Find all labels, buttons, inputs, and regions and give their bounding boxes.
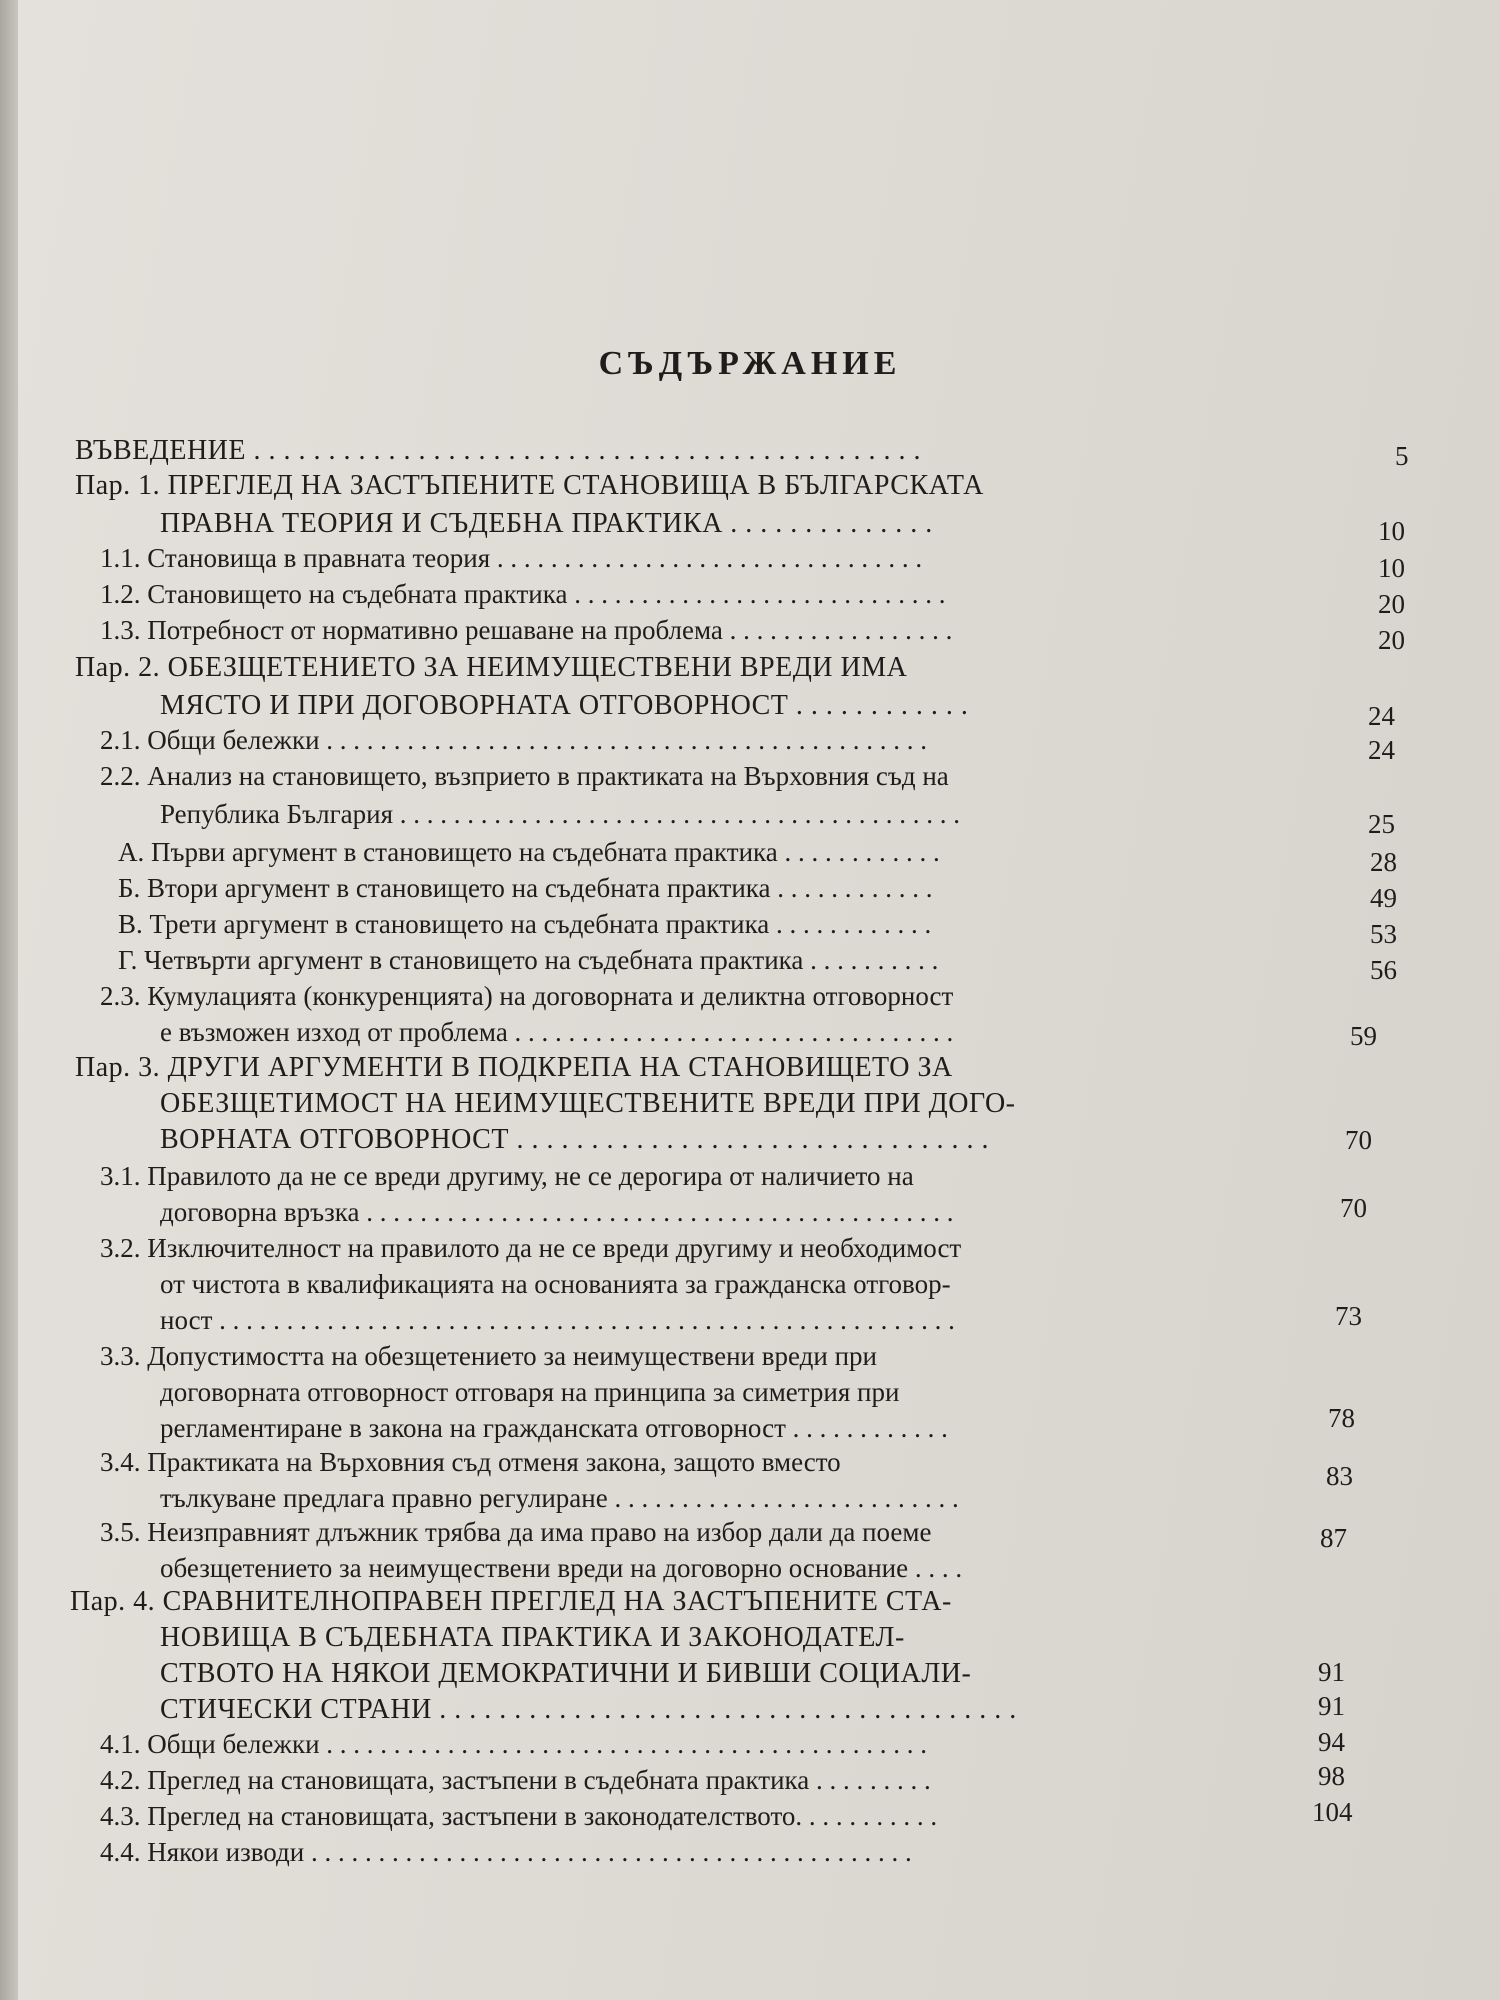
toc-entry-line: 3.5. Неизправният длъжник трябва да има право на избор дали да поеме: [100, 1517, 932, 1547]
toc-entry-line: Пар. 1. ПРЕГЛЕД НА ЗАСТЪПЕНИТЕ СТАНОВИЩА В БЪЛГАРСКАТА: [75, 470, 984, 501]
toc-entry-line: тълкуване предлага правно регулиране . . . . . . . . . . . . . . . . . . . . . . . . . .: [160, 1483, 959, 1513]
page-title: СЪДЪРЖАНИЕ: [598, 345, 902, 382]
toc-entry-line: обезщетението за неимуществени вреди на договорно основание . . . .: [160, 1553, 963, 1583]
toc-page-number: 24: [1368, 735, 1395, 765]
toc-entry-line: 3.4. Практиката на Върховния съд отменя закона, защото вместо: [100, 1447, 841, 1477]
toc-entry-line: 3.1. Правилото да не се вреди другиму, не се дерогира от наличието на: [100, 1161, 914, 1191]
toc-page-number: 98: [1318, 1761, 1345, 1791]
toc-page-number: 10: [1378, 553, 1405, 583]
toc-page-number: 20: [1378, 589, 1405, 619]
toc-page-number: 56: [1370, 955, 1397, 985]
toc-entry-line: Пар. 4. СРАВНИТЕЛНОПРАВЕН ПРЕГЛЕД НА ЗАСТЪПЕНИТЕ СТА-: [70, 1586, 952, 1617]
toc-entry-line: 2.1. Общи бележки . . . . . . . . . . . . . . . . . . . . . . . . . . . . . . . . . . . . . . . . . . . . .: [100, 725, 928, 755]
toc-page-number: 70: [1345, 1125, 1372, 1155]
toc-entry-line: 4.2. Преглед на становищата, застъпени в съдебната практика . . . . . . . . .: [100, 1765, 931, 1795]
toc-entry-line: 4.1. Общи бележки . . . . . . . . . . . . . . . . . . . . . . . . . . . . . . . . . . . . . . . . . . . . .: [100, 1729, 928, 1759]
toc-entry-line: регламентиране в закона на гражданската отговорност . . . . . . . . . . . .: [160, 1413, 948, 1443]
toc-page-number: 5: [1395, 441, 1409, 471]
toc-page-number: 73: [1335, 1301, 1362, 1331]
toc-page-number: 83: [1326, 1461, 1353, 1491]
toc-entry-line: 3.2. Изключителност на правилото да не се вреди другиму и необходимост: [100, 1233, 962, 1263]
toc-entry-line: ОБЕЗЩЕТИМОСТ НА НЕИМУЩЕСТВЕНИТЕ ВРЕДИ ПРИ ДОГО-: [160, 1088, 1016, 1119]
toc-entry-line: ПРАВНА ТЕОРИЯ И СЪДЕБНА ПРАКТИКА . . . . . . . . . . . . . .: [160, 508, 933, 539]
toc-entry-line: ВОРНАТА ОТГОВОРНОСТ . . . . . . . . . . . . . . . . . . . . . . . . . . . . . . . .: [160, 1124, 989, 1155]
toc-entry-line: ност . . . . . . . . . . . . . . . . . . . . . . . . . . . . . . . . . . . . . . . . . . . . . . . . . . . . . . .: [160, 1305, 955, 1335]
toc-entry-line: Пар. 3. ДРУГИ АРГУМЕНТИ В ПОДКРЕПА НА СТАНОВИЩЕТО ЗА: [75, 1052, 953, 1083]
toc-entry-line: Република България . . . . . . . . . . . . . . . . . . . . . . . . . . . . . . . . . . . . . . . . . .: [160, 799, 961, 829]
toc-entry-line: от чистота в квалификацията на основанията за гражданска отговор-: [160, 1269, 951, 1299]
toc-entry-line: МЯСТО И ПРИ ДОГОВОРНАТА ОТГОВОРНОСТ . . . . . . . . . . . .: [160, 690, 969, 721]
toc-entry-line: НОВИЩА В СЪДЕБНАТА ПРАКТИКА И ЗАКОНОДАТЕЛ-: [160, 1622, 905, 1653]
toc-page-number: 53: [1370, 919, 1397, 949]
toc-page-number: 91: [1318, 1691, 1345, 1721]
toc-entry-line: 4.4. Някои изводи . . . . . . . . . . . . . . . . . . . . . . . . . . . . . . . . . . . . . . . . . . . . .: [100, 1837, 912, 1867]
toc-page-number: 87: [1320, 1523, 1347, 1553]
toc-page-number: 70: [1340, 1193, 1367, 1223]
toc-page-number: 24: [1368, 701, 1395, 731]
toc-entry-line: СТВОТО НА НЯКОИ ДЕМОКРАТИЧНИ И БИВШИ СОЦИАЛИ-: [160, 1658, 972, 1689]
toc-entry-line: 1.2. Становището на съдебната практика . . . . . . . . . . . . . . . . . . . . . . . . . . . .: [100, 579, 946, 609]
toc-entry-line: договорна връзка . . . . . . . . . . . . . . . . . . . . . . . . . . . . . . . . . . . . . . . . . . . .: [160, 1197, 954, 1227]
toc-page-number: 59: [1350, 1021, 1377, 1051]
toc-entry-line: СТИЧЕСКИ СТРАНИ . . . . . . . . . . . . . . . . . . . . . . . . . . . . . . . . . . . . . . .: [160, 1694, 1017, 1725]
toc-entry-line: 2.2. Анализ на становището, възприето в практиката на Върховния съд на: [100, 761, 949, 791]
toc-entry-line: 4.3. Преглед на становищата, застъпени в законодателството. . . . . . . . . . .: [100, 1801, 938, 1831]
toc-entry-line: Пар. 2. ОБЕЗЩЕТЕНИЕТО ЗА НЕИМУЩЕСТВЕНИ ВРЕДИ ИМА: [75, 652, 908, 683]
toc-entry-line: Г. Четвърти аргумент в становището на съдебната практика . . . . . . . . . .: [118, 945, 939, 975]
toc-entry-line: 2.3. Кумулацията (конкуренцията) на договорната и деликтна отговорност: [100, 981, 954, 1011]
toc-page-number: 91: [1318, 1657, 1345, 1687]
toc-page-number: 20: [1378, 625, 1405, 655]
toc-entry-line: В. Трети аргумент в становището на съдебната практика . . . . . . . . . . . .: [118, 909, 932, 939]
toc-page-number: 25: [1368, 809, 1395, 839]
toc-entry-line: А. Първи аргумент в становището на съдебната практика . . . . . . . . . . . .: [118, 837, 940, 867]
toc-entry-line: Б. Втори аргумент в становището на съдебната практика . . . . . . . . . . . .: [118, 873, 933, 903]
toc-page-number: 28: [1370, 847, 1397, 877]
toc-entry-line: 1.1. Становища в правната теория . . . . . . . . . . . . . . . . . . . . . . . . . . . . . . . .: [100, 543, 923, 573]
toc-entry-line: 1.3. Потребност от нормативно решаване на проблема . . . . . . . . . . . . . . . . .: [100, 615, 953, 645]
toc-page-number: 94: [1318, 1727, 1345, 1757]
toc-page-number: 49: [1370, 883, 1397, 913]
toc-page-number: 104: [1312, 1797, 1353, 1827]
toc-page-number: 10: [1378, 516, 1405, 546]
toc-entry-line: договорната отговорност отговаря на принципа за симетрия при: [160, 1377, 900, 1407]
toc-entry-line: 3.3. Допустимостта на обезщетението за неимуществени вреди при: [100, 1341, 877, 1371]
toc-page-number: 78: [1328, 1403, 1355, 1433]
toc-entry-line: ВЪВЕДЕНИЕ . . . . . . . . . . . . . . . . . . . . . . . . . . . . . . . . . . . . . . . . . . . . .: [75, 435, 921, 466]
toc-entry-line: е възможен изход от проблема . . . . . . . . . . . . . . . . . . . . . . . . . . . . . . . . .: [160, 1017, 954, 1047]
